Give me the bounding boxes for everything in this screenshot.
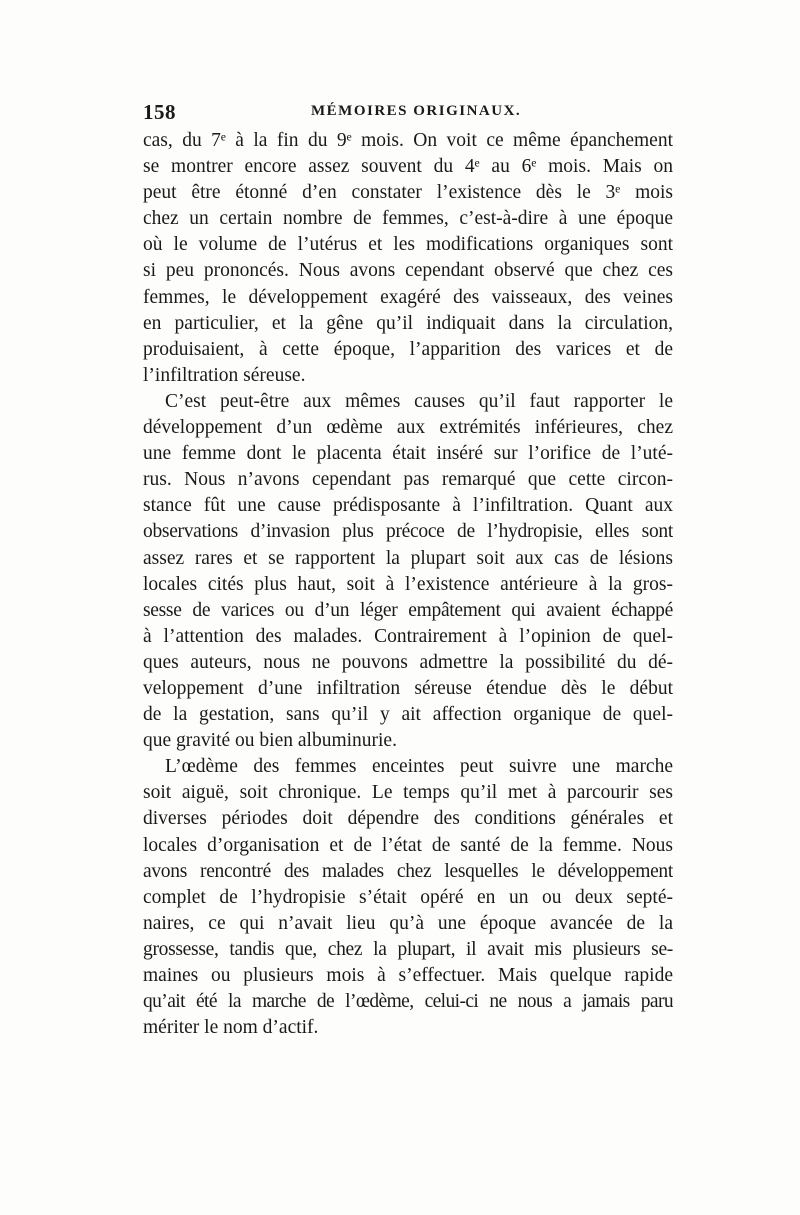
- text-line: où le volume de l’utérus et les modifications organiques sont: [143, 234, 673, 256]
- text-line: soit aiguë, soit chronique. Le temps qu’il met à parcourir ses: [143, 782, 673, 804]
- paragraph-end-line: mériter le nom d’actif.: [143, 1017, 319, 1039]
- text-line: de la gestation, sans qu’il y ait affection organique de quel-: [143, 704, 673, 726]
- paragraph-start-line: L’œdème des femmes enceintes peut suivre une marche: [165, 756, 673, 778]
- text-line: sesse de varices ou d’un léger empâtement qui avaient échappé: [143, 599, 673, 621]
- paragraph-start-line: C’est peut-être aux mêmes causes qu’il faut rapporter le: [165, 390, 673, 412]
- text-line: observations d’invasion plus précoce de l’hydropisie, elles sont: [143, 521, 673, 543]
- text-line: diverses périodes doit dépendre des conditions générales et: [143, 808, 673, 830]
- text-line: veloppement d’une infiltration séreuse étendue dès le début: [143, 677, 673, 699]
- text-line: une femme dont le placenta était inséré sur l’orifice de l’uté-: [143, 443, 673, 465]
- text-line: rus. Nous n’avons cependant pas remarqué que cette circon-: [143, 469, 673, 491]
- paragraph-end-line: que gravité ou bien albuminurie.: [143, 730, 397, 752]
- text-line: peut être étonné d’en constater l’existence dès le 3ᵉ mois: [143, 182, 673, 204]
- text-line: avons rencontré des malades chez lesquelles le développement: [143, 860, 673, 882]
- text-line: stance fût une cause prédisposante à l’infiltration. Quant aux: [143, 495, 673, 517]
- text-line: produisaient, à cette époque, l’apparition des varices et de: [143, 338, 673, 360]
- text-line: qu’ait été la marche de l’œdème, celui-ci ne nous a jamais paru: [143, 991, 673, 1013]
- text-line: ques auteurs, nous ne pouvons admettre la possibilité du dé-: [143, 651, 673, 673]
- running-title: MÉMOIRES ORIGINAUX.: [311, 103, 522, 119]
- text-line: si peu prononcés. Nous avons cependant observé que chez ces: [143, 260, 673, 282]
- text-line: locales d’organisation et de l’état de santé de la femme. Nous: [143, 834, 673, 856]
- running-head: [143, 100, 673, 124]
- page-number: 158: [143, 100, 176, 124]
- text-line: grossesse, tandis que, chez la plupart, il avait mis plusieurs se-: [143, 938, 673, 960]
- text-line: maines ou plusieurs mois à s’effectuer. Mais quelque rapide: [143, 965, 673, 986]
- paragraph-end-line: l’infiltration séreuse.: [143, 364, 306, 386]
- text-line: se montrer encore assez souvent du 4ᵉ au 6ᵉ mois. Mais on: [143, 156, 673, 178]
- text-line: complet de l’hydropisie s’était opéré en un ou deux septé-: [143, 886, 673, 908]
- text-line: chez un certain nombre de femmes, c’est-à-dire à une époque: [143, 208, 673, 230]
- text-line: cas, du 7ᵉ à la fin du 9ᵉ mois. On voit ce même épanchement: [143, 130, 673, 151]
- text-line: naires, ce qui n’avait lieu qu’à une époque avancée de la: [143, 912, 673, 934]
- text-line: locales cités plus haut, soit à l’existence antérieure à la gros-: [143, 573, 673, 595]
- text-line: à l’attention des malades. Contrairement à l’opinion de quel-: [143, 625, 673, 647]
- body-text: [143, 128, 673, 1041]
- text-line: femmes, le développement exagéré des vaisseaux, des veines: [143, 286, 673, 308]
- text-line: en particulier, et la gêne qu’il indiquait dans la circulation,: [143, 312, 673, 334]
- text-line: développement d’un œdème aux extrémités inférieures, chez: [143, 417, 673, 439]
- text-line: assez rares et se rapportent la plupart soit aux cas de lésions: [143, 547, 673, 569]
